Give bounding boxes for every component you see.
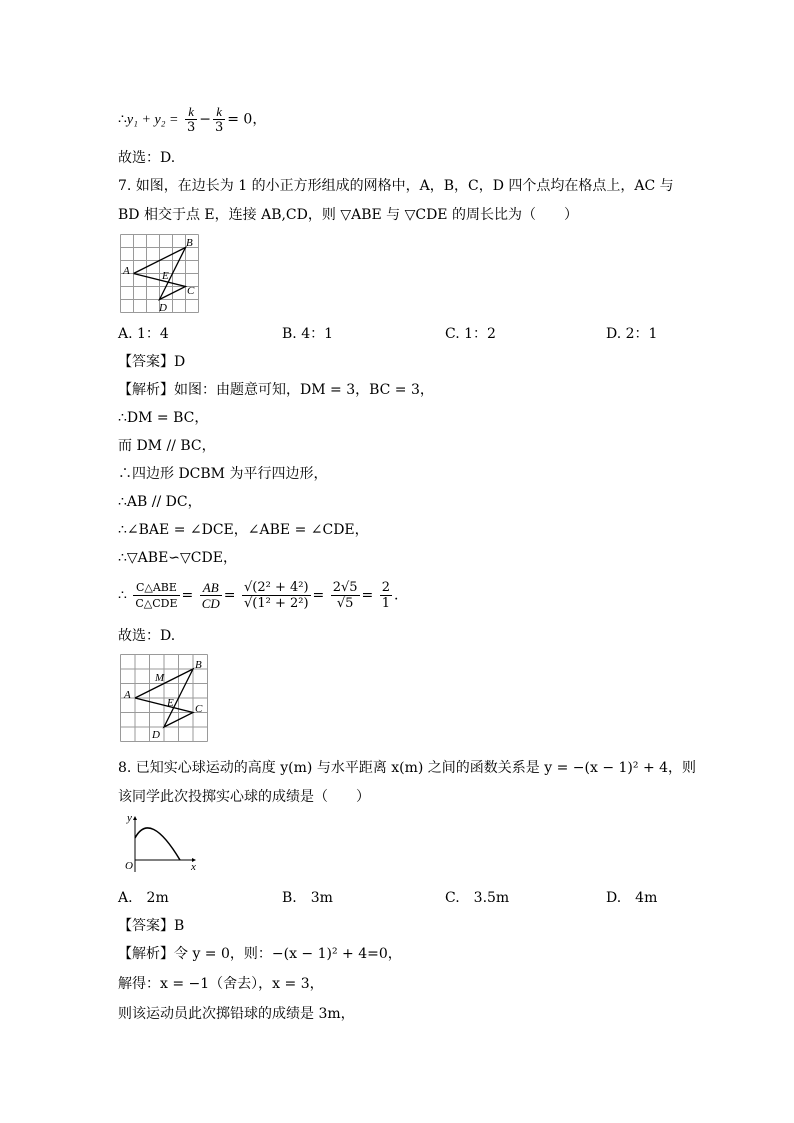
q8-analysis-1: 【解析】令 y = 0，则：−(x − 1)² + 4=0， — [118, 946, 402, 962]
q7-option-a: A. 1：4 — [118, 326, 169, 342]
q8-stem-line1: 8. 已知实心球运动的高度 y(m) 与水平距离 x(m) 之间的函数关系是 y = −(x − 1)² + 4，则 — [118, 760, 697, 776]
label-c2: C — [195, 703, 203, 715]
q7-stem-line1: 7. 如图，在边长为 1 的小正方形组成的网格中，A，B，C，D 四个点均在格点上，AC 与 — [118, 178, 674, 194]
q7-choice: 故选：D. — [118, 628, 176, 644]
q8-analysis-3: 则该运动员此次掷铅球的成绩是 3m， — [118, 1006, 355, 1022]
label-e: E — [162, 270, 169, 282]
formula-end: = 0， — [227, 111, 267, 128]
label-e2: E — [167, 697, 174, 709]
q7-analysis-6: ∴∠BAE = ∠DCE，∠ABE = ∠CDE， — [118, 522, 369, 538]
q7-answer: 【答案】D — [118, 354, 186, 370]
q8-option-a: A. 2m — [118, 890, 169, 906]
label-b2: B — [195, 659, 202, 671]
q7-stem-line2: BD 相交于点 E，连接 AB,CD，则 ▽ABE 与 ▽CDE 的周长比为（ ） — [118, 207, 578, 223]
label-m2: M — [155, 672, 165, 684]
fraction-k-over-3: $\frac{k}{3}$ — [186, 104, 196, 135]
q7-analysis-2: ∴DM = BC， — [118, 410, 209, 426]
frac-perimeter: $\frac{\text{C△ABE}}{\text{C△CDE}}$ — [135, 581, 178, 610]
formula-lhs: y₁ + y₂ = — [126, 112, 179, 128]
q7-analysis-1: 【解析】如图：由题意可知，DM = 3，BC = 3， — [118, 382, 434, 398]
q7-analysis-7: ∴▽ABE∽▽CDE， — [118, 550, 237, 566]
q7-option-b: B. 4：1 — [282, 326, 334, 342]
minus-sign: − — [199, 111, 211, 128]
q7-analysis-4: ∴四边形 DCBM 为平行四边形， — [118, 466, 328, 482]
q7-analysis-5: ∴AB // DC， — [118, 494, 202, 510]
origin-label: O — [125, 860, 133, 872]
q8-option-b: B. 3m — [282, 890, 333, 906]
q7-option-d: D. 2：1 — [606, 326, 658, 342]
q7-solution-figure — [120, 654, 210, 746]
q8-stem-line2: 该同学此次投掷实心球的成绩是（ ） — [118, 789, 370, 805]
label-d2: D — [152, 729, 160, 741]
frac-ab-cd: $\frac{AB}{CD}$ — [201, 580, 220, 611]
y-axis-label: y — [127, 812, 132, 824]
q8-answer: 【答案】B — [118, 918, 185, 934]
fraction-k-over-3-b: $\frac{k}{3}$ — [214, 104, 224, 135]
q6-choice: 故选：D. — [118, 150, 176, 166]
x-axis-label: x — [191, 861, 196, 873]
q8-option-c: C. 3.5m — [445, 890, 510, 906]
q7-ratio-formula: ∴ $\frac{\text{C△ABE}}{\text{C△CDE}}$ = $\frac{AB}{CD}$ = $\frac{\text{√(2² + 4²)}}{\text{√(1² + 2²)}}$ = $\frac{2√5}{√5}$ = $\frac{2}{1}$ . — [118, 580, 399, 611]
parabola-curve — [135, 828, 180, 860]
q7-grid-figure — [120, 234, 200, 316]
label-a2: A — [124, 689, 131, 701]
q6-formula — [118, 104, 266, 135]
q8-parabola-graph — [120, 812, 200, 874]
q8-option-d: D. 4m — [606, 890, 658, 906]
q7-analysis-3: 而 DM // BC， — [118, 438, 216, 454]
frac-root5: $\frac{2√5}{√5}$ — [332, 580, 358, 611]
q8-analysis-2: 解得：x = −1（舍去），x = 3， — [118, 976, 324, 992]
label-a: A — [123, 265, 130, 277]
frac-2-1: $\frac{2}{1}$ — [381, 580, 391, 611]
therefore-symbol: ∴ — [118, 111, 127, 128]
label-d: D — [159, 302, 167, 314]
frac-sqrt: $\frac{\text{√(2² + 4²)}}{\text{√(1² + 2²)}}$ — [243, 580, 309, 611]
q7-option-c: C. 1：2 — [445, 326, 496, 342]
label-b: B — [186, 237, 193, 249]
label-c: C — [187, 285, 195, 297]
